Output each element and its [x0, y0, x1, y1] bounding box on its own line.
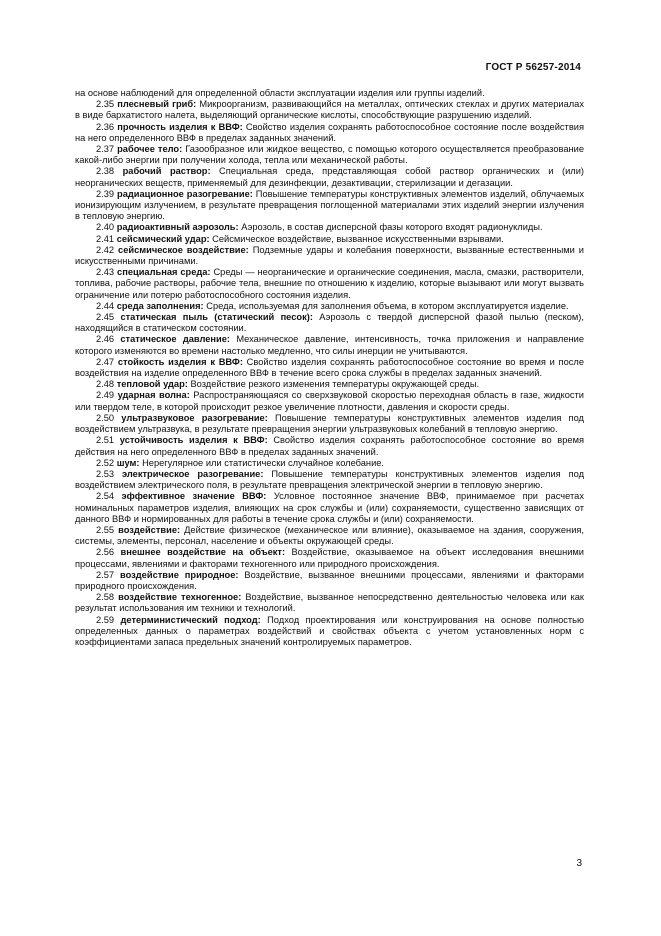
- definition-entry: [75, 491, 584, 525]
- entry-number: 2.43: [96, 267, 115, 278]
- definition-entry: [75, 301, 584, 312]
- definition-entry: [75, 312, 584, 334]
- entry-definition: Повышение температуры конструктивных элементов изделий, облучаемых ионизирующим излучением, в результате превращения поглощенной материалами этих изделий энергии излучения в тепловую энергию.: [75, 188, 584, 222]
- definition-entry: [75, 390, 584, 412]
- entry-number: 2.49: [96, 390, 115, 401]
- entry-definition: Условное постоянное значение ВВФ, принимаемое при расчетах номинальных параметров изделия, влияющих на срок службы и (или) сохраняемости, существенно зависящих от данного ВВФ и нормированных для работы в течение срока службы и (или) сохраняемости.: [75, 491, 584, 524]
- entry-number: 2.57: [96, 569, 115, 580]
- entry-definition: Среды — неорганические и органические соединения, масла, смазки, растворители, топлива, рабочие растворы, рабочие тела, внешние по отношению к изделию, которые вызывают или могут вызвать ограничение или потерю работоспособного состояния изделия.: [75, 267, 584, 300]
- entry-number: 2.46: [96, 334, 115, 345]
- entry-term: сейсмическое воздействие:: [118, 244, 249, 255]
- entry-number: 2.51: [96, 435, 115, 446]
- entry-definition: Специальная среда, представляющая собой раствор органических и (или) неорганических веществ, применяемый для дезинфекции, дезактивации, стерилизации и дегазации.: [75, 166, 584, 188]
- entry-definition: Микроорганизм, развивающийся на металлах, оптических стеклах и других материалах в виде бархатистого налета, выделяющий органические кислоты, способствующие разрушению изделий.: [75, 99, 584, 121]
- entry-term: ударная волна:: [117, 390, 190, 401]
- entry-definition: Нерегулярное или статистически случайное колебание.: [139, 457, 385, 468]
- entry-term: плесневый гриб:: [117, 99, 197, 110]
- entry-number: 2.47: [96, 356, 115, 367]
- entry-term: детерминистический подход:: [120, 614, 261, 625]
- entry-definition: Газообразное или жидкое вещество, с помощью которого осуществляется преобразование какой-либо энергии при получении холода, тепла или механической работы.: [75, 144, 584, 166]
- entry-term: специальная среда:: [117, 267, 211, 278]
- entry-term: радиационное разогревание:: [117, 188, 253, 199]
- entry-definition: Действие физическое (механическое или влияние), оказываемое на здания, сооружения, системы, элементы, персонал, население и объекты окружающей среды.: [75, 524, 585, 547]
- entry-definition: Подход проектирования или конструирования на основе полностью определенных данных о параметрах воздействий и свойствах объекта с учетом установленных норм с коэффициентами запаса предельных значений контролируемых параметров.: [75, 614, 584, 647]
- intro-paragraph: на основе наблюдений для определенной области эксплуатации изделия или группы изделий.: [75, 88, 485, 98]
- entry-term: статическое давление:: [120, 334, 231, 345]
- document-body: [75, 88, 584, 648]
- entry-number: 2.39: [96, 188, 115, 199]
- entry-term: радиоактивный аэрозоль:: [116, 222, 239, 233]
- document-header: ГОСТ Р 56257-2014: [485, 62, 581, 73]
- definition-entry: [75, 413, 584, 435]
- entry-number: 2.58: [96, 592, 115, 603]
- entry-number: 2.59: [96, 614, 115, 625]
- entry-definition: Свойство изделия сохранять работоспособное состояние после воздействия на него определенного ВВФ в пределах заданных значений.: [75, 121, 584, 143]
- entry-number: 2.41: [96, 233, 115, 244]
- entry-definition: Свойство изделия сохранять работоспособное состояние во время и после воздействия на изделие определенного ВВФ в течение всего срока службы в пределах заданных значений.: [75, 356, 584, 379]
- entry-term: тепловой удар:: [116, 379, 188, 390]
- entry-definition: Повышение температуры конструктивных элементов изделия под воздействием ультразвука, в результате превращения энергии ультразвуковых колебаний в тепловую энергию.: [75, 412, 584, 435]
- definition-entry: [75, 592, 584, 614]
- entry-definition: Среда, используемая для заполнения объема, в котором эксплуатируется изделие.: [203, 300, 569, 311]
- entry-number: 2.48: [96, 379, 115, 390]
- entry-number: 2.54: [96, 491, 115, 502]
- entry-definition: Механическое давление, интенсивность, точка приложения и направление которого изменяются во времени настолько медленно, что силы инерции не учитываются.: [75, 334, 585, 356]
- definition-entry: [75, 189, 584, 223]
- definition-entry: [75, 122, 584, 144]
- definition-entry: [75, 99, 584, 121]
- entry-definition: Воздействие резкого изменения температуры окружающей среды.: [187, 379, 480, 390]
- entry-number: 2.35: [96, 99, 115, 110]
- definition-entry: [75, 334, 584, 356]
- entry-term: среда заполнения:: [116, 300, 204, 311]
- entry-number: 2.45: [96, 312, 115, 323]
- entry-definition: Повышение температуры конструктивных элементов изделия под воздействием электрического поля, в результате превращения электрической энергии в тепловую энергию.: [75, 468, 584, 491]
- entry-term: статическая пыль (статический песок):: [120, 312, 313, 323]
- entry-number: 2.52: [96, 457, 115, 468]
- definition-entry: [75, 570, 584, 592]
- entry-term: стойкость изделия к ВВФ:: [117, 356, 243, 367]
- entry-number: 2.55: [96, 524, 115, 535]
- entry-term: воздействие техногенное:: [118, 592, 242, 603]
- entry-number: 2.56: [96, 547, 115, 558]
- entry-number: 2.40: [96, 222, 115, 233]
- definition-entry: [75, 435, 584, 457]
- entry-term: рабочее тело:: [117, 144, 183, 155]
- entry-term: рабочий раствор:: [122, 166, 211, 177]
- entry-term: прочность изделия к ВВФ:: [117, 121, 243, 132]
- definition-entry: [75, 166, 584, 188]
- entry-term: шум:: [116, 457, 140, 468]
- definition-entry: [75, 379, 584, 390]
- entry-definition: Воздействие, вызванное внешними процессами, явлениями и факторами природного происхождения.: [75, 569, 584, 591]
- entry-number: 2.38: [96, 166, 115, 177]
- definition-entry: [75, 547, 584, 569]
- entry-number: 2.44: [96, 300, 115, 311]
- definition-entry: [75, 357, 584, 379]
- entry-number: 2.53: [96, 468, 115, 479]
- definition-entry: [75, 525, 584, 547]
- entry-term: воздействие:: [118, 524, 181, 535]
- entry-term: устойчивость изделия к ВВФ:: [119, 435, 268, 446]
- entry-definition: Свойство изделия сохранять работоспособное состояние во время действия на него определенного ВВФ в пределах заданных значений.: [75, 435, 584, 457]
- entry-term: сейсмический удар:: [116, 233, 210, 244]
- definition-entry: [75, 615, 584, 649]
- definition-entry: [75, 458, 584, 469]
- entry-number: 2.42: [96, 244, 115, 255]
- entry-number: 2.37: [96, 144, 115, 155]
- page-number: 3: [576, 858, 582, 869]
- definition-entry: [75, 144, 584, 166]
- entry-number: 2.36: [96, 121, 115, 132]
- entry-definition: Аэрозоль с твердой дисперсной фазой пылью (песком), находящийся в статическом состоянии.: [75, 312, 584, 334]
- definition-entry: [75, 267, 584, 301]
- definitions-list: [75, 99, 584, 648]
- entry-number: 2.50: [96, 412, 115, 423]
- definition-entry: [75, 234, 584, 245]
- entry-definition: Воздействие, оказываемое на объект исследования внешними процессами, явлениями и факторами техногенного или природного происхождения.: [75, 547, 585, 569]
- entry-term: ультразвуковое разогревание:: [121, 412, 268, 423]
- entry-definition: Аэрозоль, в состав дисперсной фазы которого входят радионуклиды.: [238, 222, 543, 233]
- entry-definition: Сейсмическое воздействие, вызванное искусственными взрывами.: [209, 233, 504, 244]
- entry-term: внешнее воздействие на объект:: [120, 547, 286, 558]
- entry-term: воздействие природное:: [120, 569, 239, 580]
- definition-entry: [75, 245, 584, 267]
- definition-entry: [75, 469, 584, 491]
- definition-entry: [75, 222, 584, 233]
- entry-definition: Воздействие, вызванное непосредственно деятельностью человека или как результат использования им техники и технологий.: [75, 592, 584, 614]
- entry-definition: Подземные удары и колебания поверхности, вызванные естественными и искусственными причинами.: [75, 244, 584, 267]
- entry-definition: Распространяющаяся со сверхзвуковой скоростью переходная область в газе, жидкости или твердом теле, в которой происходит резкое увеличение плотности, давления и скорости среды.: [75, 390, 584, 412]
- entry-term: электрическое разогревание:: [122, 468, 264, 479]
- entry-term: эффективное значение ВВФ:: [121, 491, 267, 502]
